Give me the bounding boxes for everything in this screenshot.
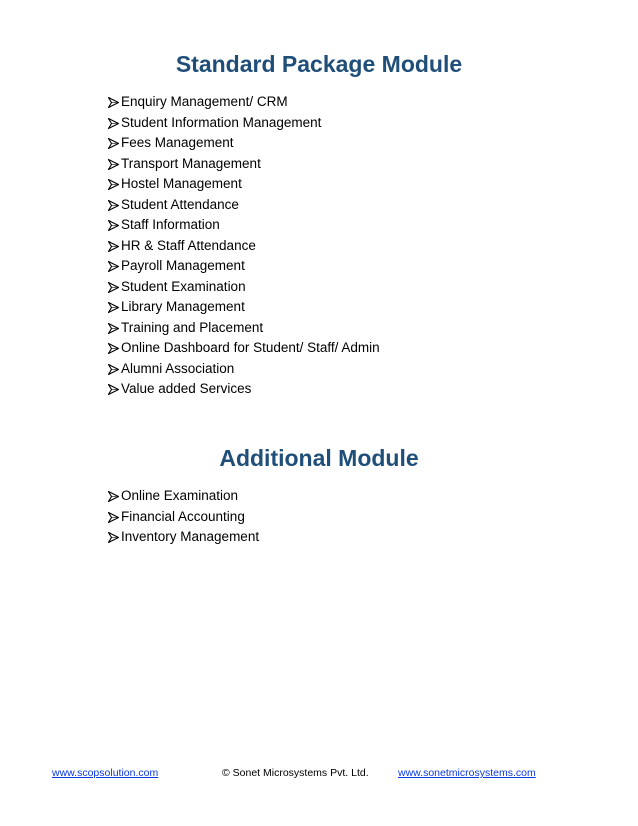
list-item	[107, 154, 380, 175]
arrow-bullet-icon	[107, 113, 121, 134]
list-item	[107, 215, 380, 236]
list-item	[107, 297, 380, 318]
footer-scopsolution-link[interactable]: www.scopsolution.com	[52, 767, 159, 779]
list-item	[107, 277, 380, 298]
list-item	[107, 236, 380, 257]
list-item-label: Training and Placement	[121, 319, 264, 335]
list-item	[107, 338, 380, 359]
arrow-bullet-icon	[107, 379, 121, 400]
arrow-bullet-icon	[107, 92, 121, 113]
list-item	[107, 507, 259, 528]
footer	[0, 765, 638, 781]
list-item-label: Staff Information	[121, 217, 220, 232]
arrow-bullet-icon	[107, 297, 121, 318]
list-item	[107, 318, 380, 339]
arrow-bullet-icon	[107, 236, 121, 257]
arrow-bullet-icon	[107, 174, 121, 195]
list-item-label: Online Examination	[121, 488, 239, 503]
arrow-bullet-icon	[107, 507, 121, 528]
list-item	[107, 256, 380, 277]
list-item-label: Online Dashboard for Student/ Staff/ Admin	[121, 340, 380, 355]
arrow-bullet-icon	[107, 318, 121, 339]
list-item	[107, 486, 259, 507]
list-item-label: Library Management	[121, 299, 245, 314]
list-item	[107, 113, 380, 134]
list-item-label: HR & Staff Attendance	[121, 237, 256, 253]
list-item-label: Financial Accounting	[121, 508, 245, 524]
list-item-label: Student Information Management	[121, 114, 322, 130]
arrow-bullet-icon	[107, 527, 121, 548]
arrow-bullet-icon	[107, 154, 121, 175]
list-item-label: Alumni Association	[121, 360, 235, 376]
list-item-label: Hostel Management	[121, 176, 242, 191]
additional-module-list	[107, 486, 259, 548]
arrow-bullet-icon	[107, 133, 121, 154]
list-item	[107, 379, 380, 400]
arrow-bullet-icon	[107, 256, 121, 277]
list-item	[107, 92, 380, 113]
arrow-bullet-icon	[107, 195, 121, 216]
standard-package-title: Standard Package Module	[175, 51, 463, 77]
additional-module-title: Additional Module	[219, 445, 419, 471]
arrow-bullet-icon	[107, 359, 121, 380]
list-item	[107, 133, 380, 154]
list-item-label: Inventory Management	[121, 529, 260, 544]
list-item-label: Transport Management	[121, 155, 261, 171]
footer-copyright: © Sonet Microsystems Pvt. Ltd.	[222, 767, 369, 779]
standard-module-list	[107, 92, 380, 400]
list-item-label: Payroll Management	[121, 258, 245, 273]
list-item	[107, 527, 259, 548]
list-item-label: Student Attendance	[121, 196, 239, 212]
list-item-label: Value added Services	[121, 381, 252, 396]
arrow-bullet-icon	[107, 215, 121, 236]
arrow-bullet-icon	[107, 486, 121, 507]
list-item-label: Student Examination	[121, 278, 246, 294]
list-item	[107, 174, 380, 195]
list-item	[107, 195, 380, 216]
list-item	[107, 359, 380, 380]
arrow-bullet-icon	[107, 277, 121, 298]
arrow-bullet-icon	[107, 338, 121, 359]
footer-sonetmicrosystems-link[interactable]: www.sonetmicrosystems.com	[398, 767, 536, 779]
list-item-label: Enquiry Management/ CRM	[121, 94, 288, 109]
list-item-label: Fees Management	[121, 135, 234, 150]
